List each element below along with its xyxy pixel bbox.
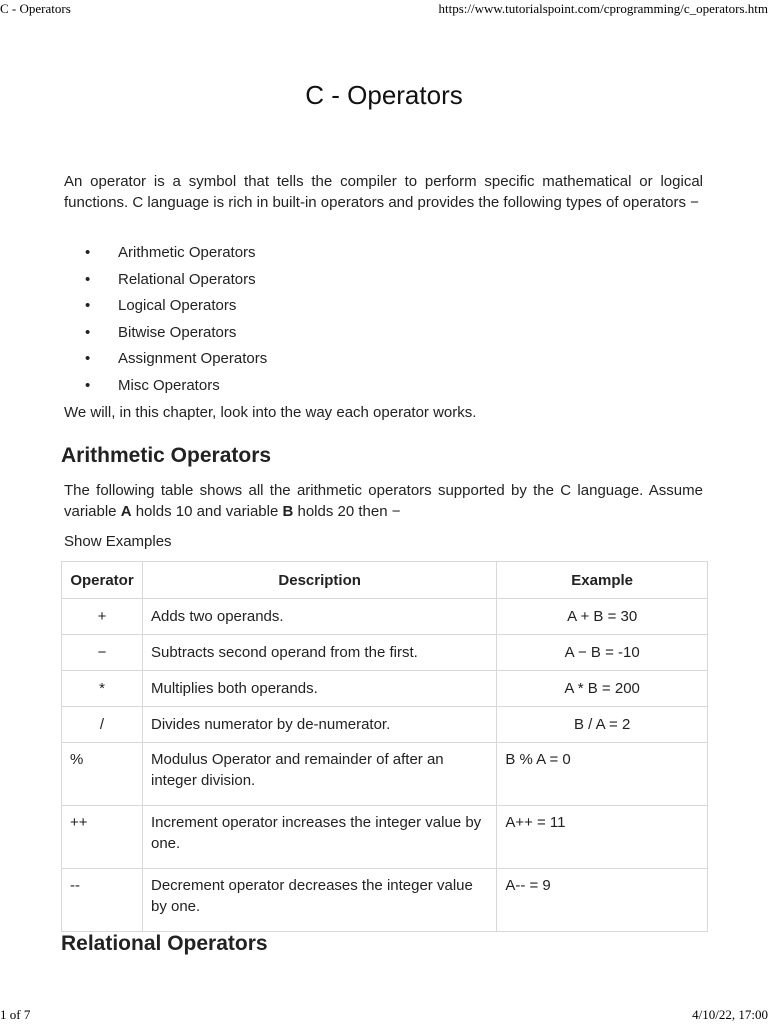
example-cell: B / A = 2	[497, 707, 708, 743]
operator-cell: +	[62, 599, 143, 635]
description-text: holds 10 and variable	[131, 502, 283, 520]
bullet-icon: •	[85, 350, 91, 367]
print-footer	[0, 1007, 768, 1025]
bullet-icon: •	[85, 376, 91, 394]
example-cell: A − B = -10	[497, 635, 708, 671]
description-cell: Adds two operands.	[142, 599, 496, 635]
operator-cell: *	[62, 671, 143, 707]
description-cell: Increment operator increases the integer value by one.	[142, 806, 496, 869]
table-row	[62, 869, 708, 932]
operator-cell: %	[62, 743, 143, 806]
bullet-icon: •	[85, 244, 91, 261]
table-row	[62, 635, 708, 671]
bullet-icon: •	[85, 323, 91, 341]
relational-heading: Relational Operators	[61, 932, 268, 955]
example-cell: A + B = 30	[497, 599, 708, 635]
table-row	[62, 743, 708, 806]
print-header-url[interactable]: https://www.tutorialspoint.com/cprogramming/c_operators.htm	[438, 1, 768, 16]
list-item	[64, 323, 704, 350]
list-item-label: Logical Operators	[118, 297, 237, 314]
description-text: The following table shows all the arithmetic operators supported by the C language. Assume variable	[64, 482, 703, 520]
table-row	[62, 707, 708, 743]
closing-paragraph: We will, in this chapter, look into the way each operator works.	[64, 404, 477, 421]
list-item	[64, 349, 704, 376]
table-row	[62, 671, 708, 707]
example-cell: A++ = 11	[497, 806, 708, 869]
show-examples-link[interactable]: Show Examples	[64, 533, 172, 550]
list-item	[64, 376, 704, 403]
example-cell: A-- = 9	[497, 869, 708, 932]
intro-paragraph: An operator is a symbol that tells the compiler to perform specific mathematical or logical functions. C language is rich in built-in operators and provides the following types of operators −	[64, 173, 703, 211]
example-cell: A * B = 200	[497, 671, 708, 707]
description-cell: Decrement operator decreases the integer value by one.	[142, 869, 496, 932]
variable-b: B	[282, 502, 294, 520]
description-cell: Divides numerator by de-numerator.	[142, 707, 496, 743]
description-cell: Subtracts second operand from the first.	[142, 635, 496, 671]
column-header-example: Example	[497, 562, 708, 599]
bullet-icon: •	[85, 270, 91, 288]
operator-cell: ++	[62, 806, 143, 869]
page-number: 1 of 7	[0, 1007, 31, 1022]
list-item-label: Assignment Operators	[118, 350, 268, 367]
variable-a: A	[120, 502, 132, 520]
print-header-title: C - Operators	[0, 1, 71, 16]
column-header-operator: Operator	[62, 562, 143, 599]
table-row	[62, 806, 708, 869]
list-item-label: Relational Operators	[118, 270, 256, 288]
operator-cell: −	[62, 635, 143, 671]
operator-cell: --	[62, 869, 143, 932]
arithmetic-operators-table	[61, 561, 708, 932]
table-header-row	[62, 562, 708, 599]
list-item-label: Misc Operators	[118, 376, 220, 394]
description-text: holds 20 then −	[293, 502, 401, 520]
list-item	[64, 270, 704, 297]
table-row	[62, 599, 708, 635]
description-cell: Multiplies both operands.	[142, 671, 496, 707]
list-item-label: Arithmetic Operators	[118, 244, 256, 261]
print-header	[0, 1, 768, 19]
bullet-icon: •	[85, 297, 91, 314]
example-cell: B % A = 0	[497, 743, 708, 806]
operator-cell: /	[62, 707, 143, 743]
list-item	[64, 296, 704, 323]
print-datetime: 4/10/22, 17:00	[692, 1007, 768, 1022]
list-item	[64, 243, 704, 270]
list-item-label: Bitwise Operators	[118, 323, 237, 341]
arithmetic-heading: Arithmetic Operators	[61, 444, 272, 467]
arithmetic-description	[64, 481, 703, 522]
page-title: C - Operators	[305, 80, 463, 110]
column-header-description: Description	[142, 562, 496, 599]
description-cell: Modulus Operator and remainder of after an integer division.	[142, 743, 496, 806]
operator-types-list	[64, 243, 704, 402]
